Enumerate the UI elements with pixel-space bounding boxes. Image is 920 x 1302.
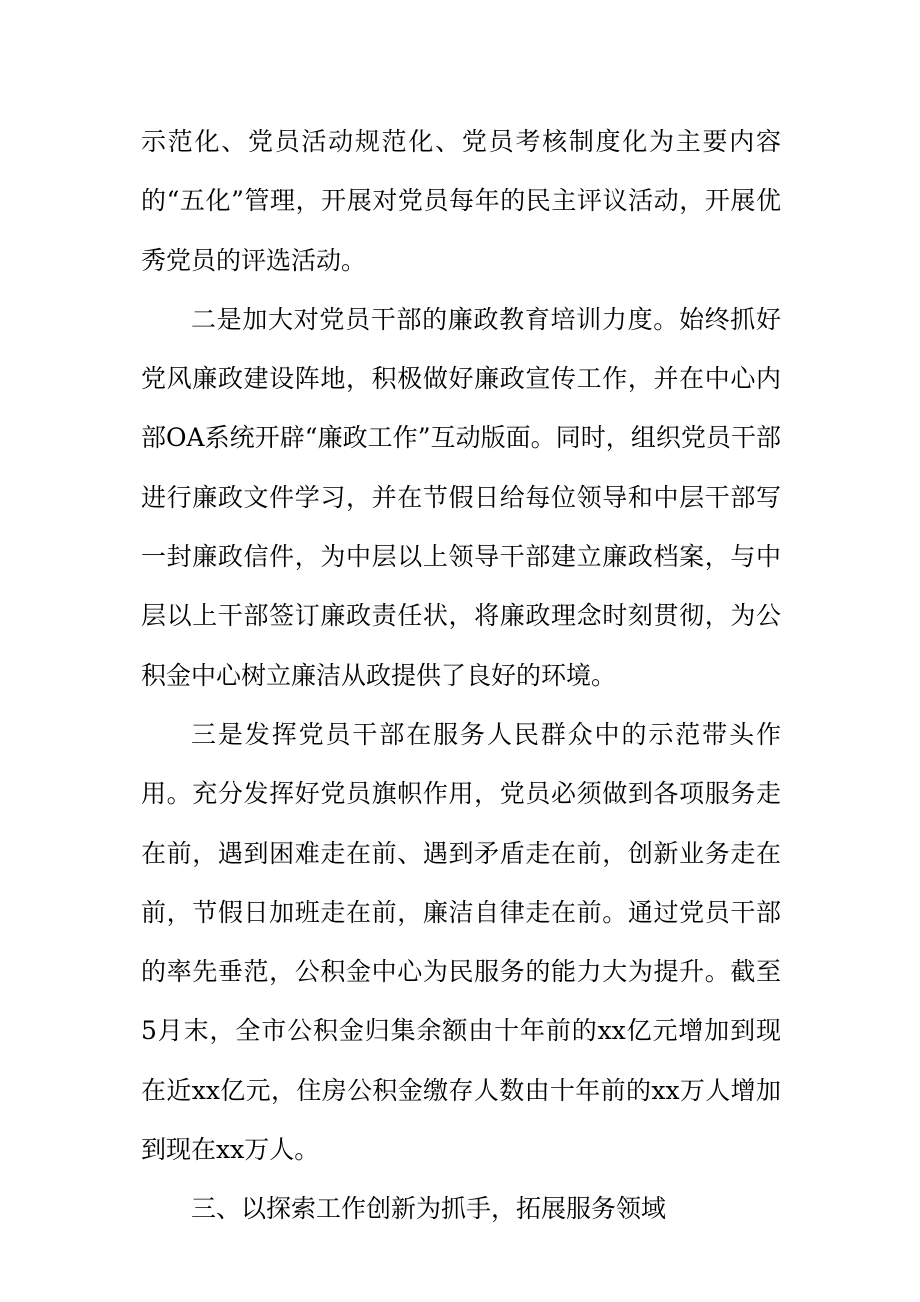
paragraph-exemplary-role: 三是发挥党员干部在服务人民群众中的示范带头作用。充分发挥好党员旗帜作用，党员必须做到各项服务走在前，遇到困难走在前、遇到矛盾走在前，创新业务走在前，节假日加班走在前，廉洁自律走在前。通过党员干部的率先垂范，公积金中心为民服务的能力大为提升。截至5月末，全市公积金归集余额由十年前的xx亿元增加到现在近xx亿元，住房公积金缴存人数由十年前的xx万人增加到现在xx万人。 xyxy=(141,719,781,1165)
paragraph-integrity-education: 二是加大对党员干部的廉政教育培训力度。始终抓好党风廉政建设阵地，积极做好廉政宣传工作，并在中心内部OA系统开辟“廉政工作”互动版面。同时，组织党员干部进行廉政文件学习，并在节假日给每位领导和中层干部写一封廉政信件，为中层以上领导干部建立廉政档案，与中层以上干部签订廉政责任状，将廉政理念时刻贯彻，为公积金中心树立廉洁从政提供了良好的环境。 xyxy=(141,304,781,690)
document-body xyxy=(141,112,781,1239)
paragraph-continuation: 示范化、党员活动规范化、党员考核制度化为主要内容的“五化”管理，开展对党员每年的民主评议活动，开展优秀党员的评选活动。 xyxy=(141,127,781,275)
section-heading-innovation: 三、以探索工作创新为抓手，拓展服务领域 xyxy=(191,1194,667,1224)
